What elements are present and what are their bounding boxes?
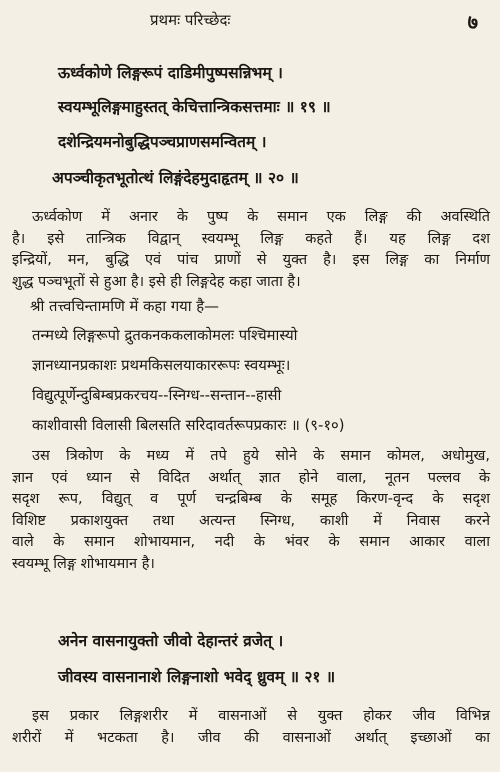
quote-verse-line: तन्मध्ये लिङ्गरूपो द्रुतकनककलाकोमलः पश्चिमास्यो xyxy=(32,327,298,344)
paragraph-line: शरीरों में भटकता है। जीव की वासनाओं अर्थात् इच्छाओं का xyxy=(12,729,490,746)
paragraph-line: उस त्रिकोण के मध्य में तपे हुये सोने के समान कोमल, अधोमुख, xyxy=(32,448,490,464)
quote-intro: श्री तत्त्वचिन्तामणि में कहा गया है— xyxy=(30,298,219,315)
paragraph-line: ऊर्ध्वकोण में अनार के पुष्प के समान एक लिङ्ग की अवस्थिति xyxy=(32,209,490,225)
quote-verse-line: काशीवासी विलासी बिलसति सरिदावर्तरूपप्रकारः ॥ (९-१०) xyxy=(32,417,345,434)
verse-line: जीवस्य वासनानाशे लिङ्गनाशो भवेद् ध्रुवम् ॥ २१ ॥ xyxy=(58,668,336,686)
paragraph-line: विशिष्ट प्रकाशयुक्त तथा अत्यन्त स्निग्ध, काशी में निवास करने xyxy=(12,512,490,529)
paragraph-line: ज्ञान एवं ध्यान से विदित अर्थात् ज्ञात होने वाला, नूतन पल्लव के xyxy=(12,469,490,486)
quote-verse-line: ज्ञानध्यानप्रकाशः प्रथमकिसलयाकाररूपः स्वयम्भूः। xyxy=(32,357,291,374)
paragraph-line: सदृश रूप, विद्युत् व पूर्ण चन्द्रबिम्ब के समूह किरण-वृन्द के सदृश xyxy=(12,491,490,507)
commentary-paragraph xyxy=(12,706,490,749)
verse-line: दशेन्द्रियमनोबुद्धिपञ्चप्राणसमन्वितम् । xyxy=(58,133,267,151)
verse-line: स्वयम्भूलिङ्गमाहुस्तत् केचित्तान्त्रिकसत्तमाः ॥ १९ ॥ xyxy=(58,98,331,116)
chapter-title: प्रथमः परिच्छेदः xyxy=(150,11,231,29)
commentary-paragraph xyxy=(12,207,490,293)
translation-paragraph xyxy=(12,446,490,575)
paragraph-line: स्वयम्भू लिङ्ग शोभायमान है। xyxy=(12,555,155,572)
paragraph-line: शुद्ध पञ्चभूतों से हुआ है। इसे ही लिङ्गदेह कहा जाता है। xyxy=(12,273,301,290)
page-number: ७ xyxy=(467,10,478,34)
verse-line: अपञ्चीकृतभूतोत्थं लिङ्गंदेहमुदाहृतम् ॥ २० ॥ xyxy=(52,169,299,187)
verse-line: अनेन वासनायुक्तो जीवो देहान्तरं व्रजेत् । xyxy=(58,632,284,650)
paragraph-line: इस प्रकार लिङ्गशरीर में वासनाओं से युक्त होकर जीव विभिन्न xyxy=(32,708,490,724)
page-header xyxy=(0,10,500,34)
paragraph-line: है। इसे तान्त्रिक विद्वान् स्वयम्भू लिङ्ग कहते हैं। यह लिङ्ग दश xyxy=(12,230,490,247)
paragraph-line: वाले के समान शोभायमान, नदी के भंवर के समान आकार वाला xyxy=(12,534,490,550)
paragraph-line: इन्द्रियों, मन, बुद्धि एवं पांच प्राणों से युक्त है। इस लिङ्ग का निर्माण xyxy=(12,252,490,268)
verse-line: ऊर्ध्वकोणे लिङ्गरूपं दाडिमीपुष्पसन्निभम् । xyxy=(58,64,283,82)
quote-verse-line: विद्युत्पूर्णेन्दुबिम्बप्रकरचय--स्निग्ध--सन्तान--हासी xyxy=(32,387,282,404)
